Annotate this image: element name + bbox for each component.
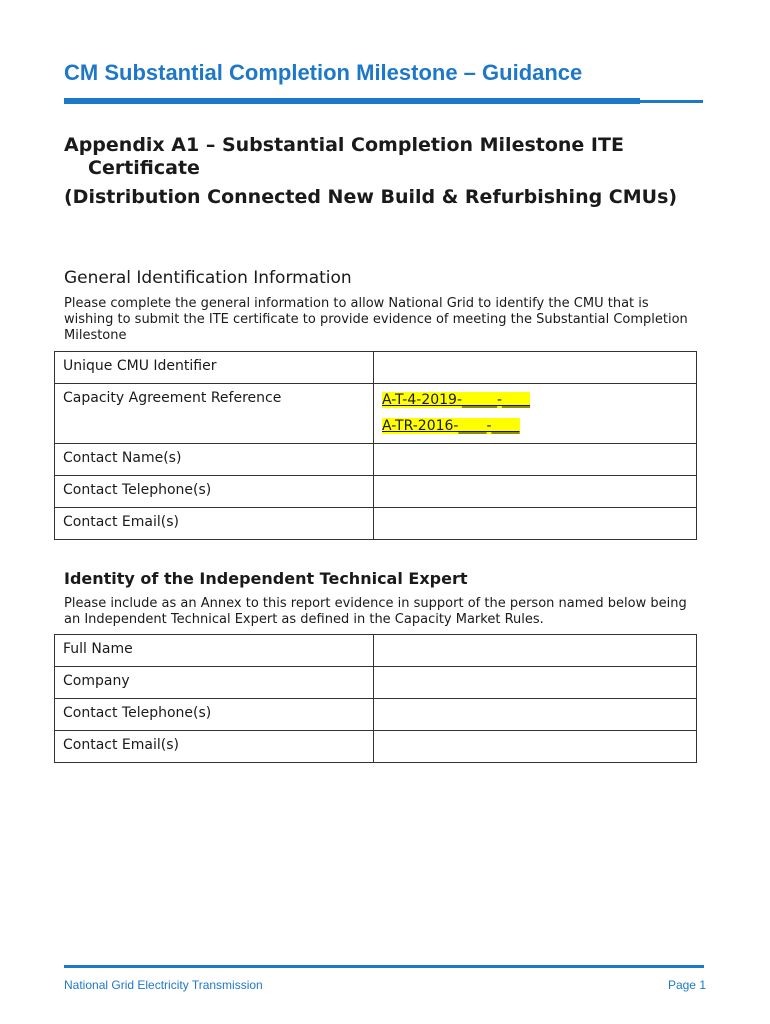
table-row (55, 476, 697, 508)
table-row (55, 667, 697, 699)
ite-telephone-field[interactable] (374, 699, 697, 731)
table-row (55, 731, 697, 763)
row-label: Contact Email(s) (55, 731, 374, 763)
cmu-identifier-field[interactable] (374, 352, 697, 384)
ite-section-heading: Identity of the Independent Technical Expert (64, 569, 468, 588)
row-label: Full Name (55, 635, 374, 667)
contact-email-field[interactable] (374, 508, 697, 540)
footer-organization: National Grid Electricity Transmission (64, 978, 263, 992)
general-section-intro: Please complete the general information to allow National Grid to identify the CMU that is wishing to submit the ITE certificate to provide evidence of meeting the Substantial Completion Milestone (64, 296, 688, 343)
appendix-subtitle: (Distribution Connected New Build & Refurbishing CMUs) (64, 186, 678, 208)
capacity-ref-t4[interactable]: A-T-4-2019-_____-____ (382, 392, 531, 408)
row-label: Contact Name(s) (55, 444, 374, 476)
capacity-ref-tr[interactable]: A-TR-2016-____-____ (382, 418, 520, 434)
ite-company-field[interactable] (374, 667, 697, 699)
contact-name-field[interactable] (374, 444, 697, 476)
title-underline-extension (640, 100, 703, 103)
row-label: Contact Telephone(s) (55, 476, 374, 508)
ite-email-field[interactable] (374, 731, 697, 763)
row-label: Capacity Agreement Reference (55, 384, 374, 444)
footer-page-number: Page 1 (667, 978, 706, 992)
appendix-title: Appendix A1 – Substantial Completion Milestone ITE Certificate (64, 134, 624, 179)
title-underline (64, 98, 640, 104)
row-label: Unique CMU Identifier (55, 352, 374, 384)
row-label: Contact Telephone(s) (55, 699, 374, 731)
contact-telephone-field[interactable] (374, 476, 697, 508)
table-row (55, 384, 697, 444)
appendix-heading (64, 134, 704, 209)
general-info-table (54, 351, 697, 540)
ite-section-intro: Please include as an Annex to this report evidence in support of the person named below being an Independent Technical Expert as defined in the Capacity Market Rules. (64, 596, 687, 627)
capacity-agreement-field[interactable] (374, 384, 697, 444)
table-row (55, 508, 697, 540)
document-title: CM Substantial Completion Milestone – Guidance (64, 60, 583, 85)
table-row (55, 352, 697, 384)
table-row (55, 444, 697, 476)
row-label: Company (55, 667, 374, 699)
row-label: Contact Email(s) (55, 508, 374, 540)
ite-identity-table (54, 634, 697, 763)
general-section-heading: General Identification Information (64, 268, 352, 288)
footer-rule (64, 965, 704, 968)
table-row (55, 635, 697, 667)
ite-full-name-field[interactable] (374, 635, 697, 667)
table-row (55, 699, 697, 731)
